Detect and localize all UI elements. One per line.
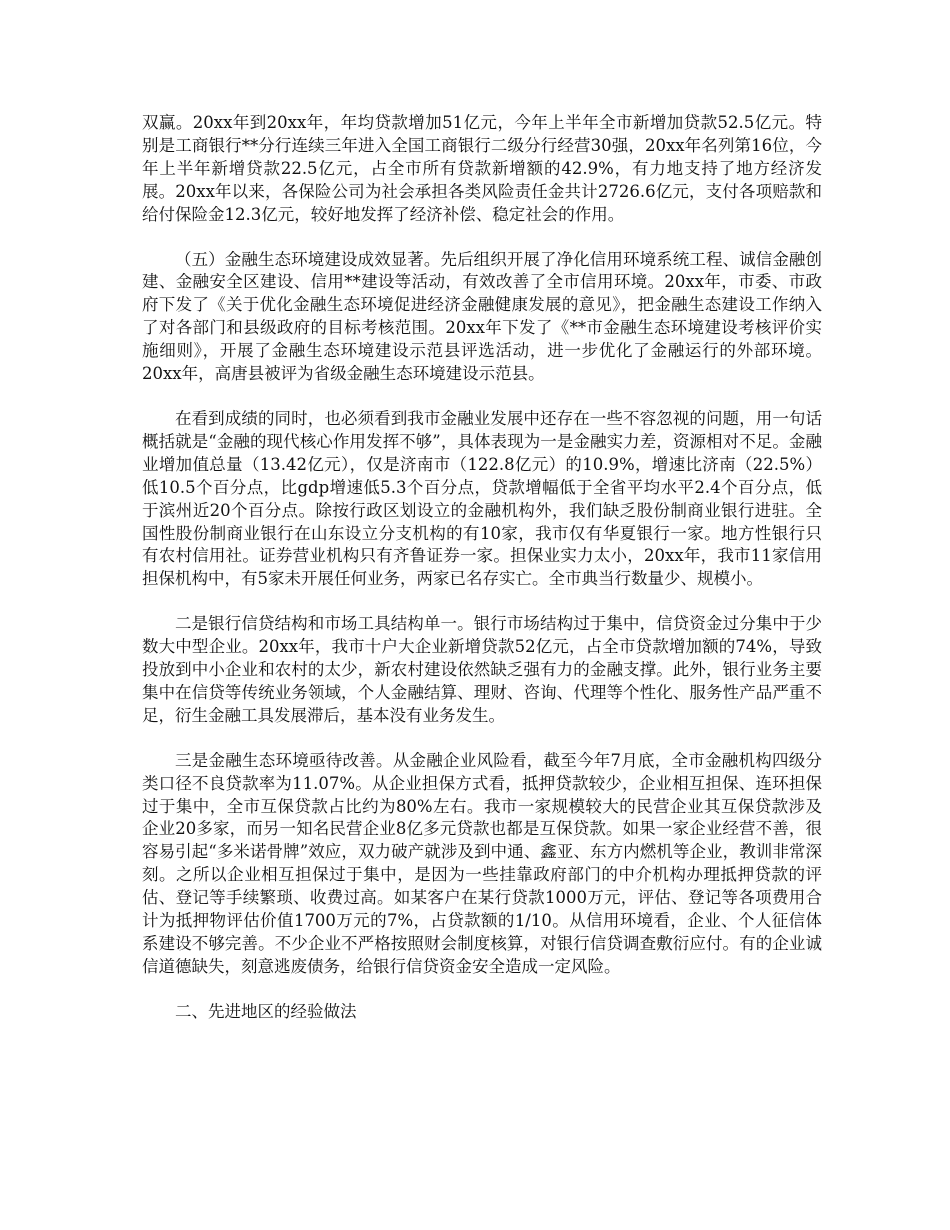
paragraph-bank-support: 双赢。20xx年到20xx年，年均贷款增加51亿元，今年上半年全市新增加贷款52.5亿元。特别是工商银行**分行连续三年进入全国工商银行二级分行经营30强，20xx年名列第16位，今年上半年新增贷款22.5亿元，占全市所有贷款新增额的42.9%，有力地支持了地方经济发展。20xx年以来，各保险公司为社会承担各类风险责任金共计2726.6亿元，支付各项赔款和给付保险金12.3亿元，较好地发挥了经济补偿、稳定社会的作用。 xyxy=(142,113,822,224)
document-body xyxy=(142,112,822,1024)
section-heading: 二、先进地区的经验做法 xyxy=(175,1001,357,1021)
paragraph-financial-ecology: （五）金融生态环境建设成效显著。先后组织开展了净化信用环境系统工程、诚信金融创建、金融安全区建设、信用**建设等活动，有效改善了全市信用环境。20xx年，市委、市政府下发了《关于优化金融生态环境促进经济金融健康发展的意见》，把金融生态建设工作纳入了对各部门和县级政府的目标考核范围。20xx年下发了《**市金融生态环境建设考核评价实施细则》，开展了金融生态环境建设示范县评选活动，进一步优化了金融运行的外部环境。20xx年，高唐县被评为省级金融生态环境建设示范县。 xyxy=(142,249,822,384)
paragraph-environment-improvement: 三是金融生态环境亟待改善。从金融企业风险看，截至今年7月底，全市金融机构四级分类口径不良贷款率为11.07%。从企业担保方式看，抵押贷款较少，企业相互担保、连环担保过于集中，全市互保贷款占比约为80%左右。我市一家规模较大的民营企业其互保贷款涉及企业20多家，而另一知名民营企业8亿多元贷款也都是互保贷款。如果一家企业经营不善，很容易引起“多米诺骨牌”效应，双力破产就涉及到中通、鑫亚、东方内燃机等企业，教训非常深刻。之所以企业相互担保过于集中，是因为一些挂靠政府部门的中介机构办理抵押贷款的评估、登记等手续繁琐、收费过高。如某客户在某行贷款1000万元，评估、登记等各项费用合计为抵押物评估价值1700万元的7%，占贷款额的1/10。从信用环境看，企业、个人征信体系建设不够完善。不少企业不严格按照财会制度核算，对银行信贷调查敷衍应付。有的企业诚信道德缺失，刻意逃废债务，给银行信贷资金安全造成一定风险。 xyxy=(142,750,822,976)
paragraph-credit-structure: 二是银行信贷结构和市场工具结构单一。银行市场结构过于集中，信贷资金过分集中于少数大中型企业。20xx年，我市十户大企业新增贷款52亿元，占全市贷款增加额的74%，导致投放到中小企业和农村的太少，新农村建设依然缺乏强有力的金融支撑。此外，银行业务主要集中在信贷等传统业务领域，个人金融结算、理财、咨询、代理等个性化、服务性产品严重不足，衍生金融工具发展滞后，基本没有业务发生。 xyxy=(142,614,822,725)
paragraph-problems-overview: 在看到成绩的同时，也必须看到我市金融业发展中还存在一些不容忽视的问题，用一句话概括就是“金融的现代核心作用发挥不够”，具体表现为一是金融实力差，资源相对不足。金融业增加值总量（13.42亿元），仅是济南市（122.8亿元）的10.9%，增速比济南（22.5%）低10.5个百分点，比gdp增速低5.3个百分点，贷款增幅低于全省平均水平2.4个百分点，低于滨州近20个百分点。除按行政区划设立的金融机构外，我们缺乏股份制商业银行进驻。全国性股份制商业银行在山东设立分支机构的有10家，我市仅有华夏银行一家。地方性银行只有农村信用社。证券营业机构只有齐鲁证券一家。担保业实力太小，20xx年，我市11家信用担保机构中，有5家未开展任何业务，两家已名存实亡。全市典当行数量少、规模小。 xyxy=(142,408,822,589)
